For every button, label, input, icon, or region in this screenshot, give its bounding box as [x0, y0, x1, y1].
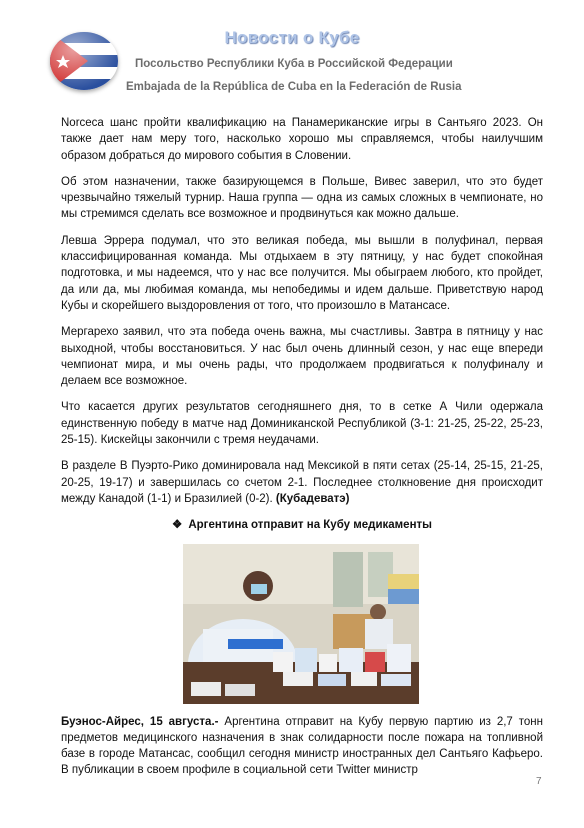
article-photo — [183, 544, 419, 704]
section-heading-text: Аргентина отправит на Кубу медикаменты — [188, 519, 432, 532]
dateline: Буэнос-Айрес, 15 августа.- — [61, 715, 219, 728]
page-number: 7 — [536, 776, 542, 787]
page-header — [0, 0, 584, 110]
site-title: Новости о Кубе — [224, 28, 360, 47]
article-body — [61, 115, 543, 789]
paragraph-text: В разделе В Пуэрто-Рико доминировала над Мексикой в пяти сетах (25-14, 25-15, 21-25, 20-25, 19-17) и завершилась со счетом 2-1. Последнее столкновение дня происходит между Канадой (1-1) и Бразилией (0-2). — [61, 460, 543, 505]
embassy-name-ru: Посольство Республики Куба в Российской Федерации — [135, 58, 453, 70]
paragraph: Левша Эррера подумал, что это великая победа, мы вышли в полуфинал, первая классифицированная команда. Мы отдыхаем в эту пятницу, у нас будет спокойная подготовка, и мы надеемся, что у нас все получится. Мы обыграем любого, кто пройдет, да или да, мы любимая команда, мы непобедимы и идем дальше. Приветствую народ Кубы и скорейшего выздоровления от того, что произошло в Матансасе. — [61, 234, 543, 312]
paragraph-text: Аргентина отправит на Кубу первую партию из 2,7 тонн предметов медицинского назначения в знак солидарности после пожара на топливной базе в городе Матансас, сообщил сегодня министр иностранных дел Сантьяго Кафьеро. В публикации в своем профиле в социальной сети Twitter министр — [61, 715, 543, 777]
embassy-name-es: Embajada de la República de Cuba en la Federación de Rusia — [126, 81, 462, 93]
paragraph: Об этом назначении, также базирующемся в Польше, Вивес заверил, что это будет чрезвычайно тяжелый турнир. Наша группа — одна из самых сложных в чемпионате, но мы стремимся сделать все возможное и продвинуться как можно дальше. — [61, 175, 543, 221]
paragraph: Что касается других результатов сегодняшнего дня, то в сетке А Чили одержала единственную победу в матче над Доминиканской Республикой (3-1: 21-25, 25-22, 25-23, 25-15). Кискейцы закончили с тремя неудачами. — [61, 401, 543, 447]
section-heading — [61, 517, 543, 533]
diamond-bullet-icon: ❖ — [172, 519, 183, 532]
paragraph: Мергарехо заявил, что эта победа очень важна, мы счастливы. Завтра в пятницу у нас выходной, чтобы восстановиться. У нас был очень длинный сезон, у нас еще впереди чемпионат мира, и мы очень рады, что продолжаем продвигаться к полуфиналу и делаем все возможное. — [61, 326, 543, 388]
source-credit: (Кубадеватэ) — [275, 492, 350, 505]
paragraph — [61, 458, 543, 507]
paragraph — [61, 714, 543, 779]
paragraph: Norceca шанс пройти квалификацию на Панамериканские игры в Сантьяго 2023. Он также дает нам меру того, насколько хорошо мы справляемся, чтобы наилучшим образом добраться до мирового события в Словении. — [61, 117, 543, 162]
